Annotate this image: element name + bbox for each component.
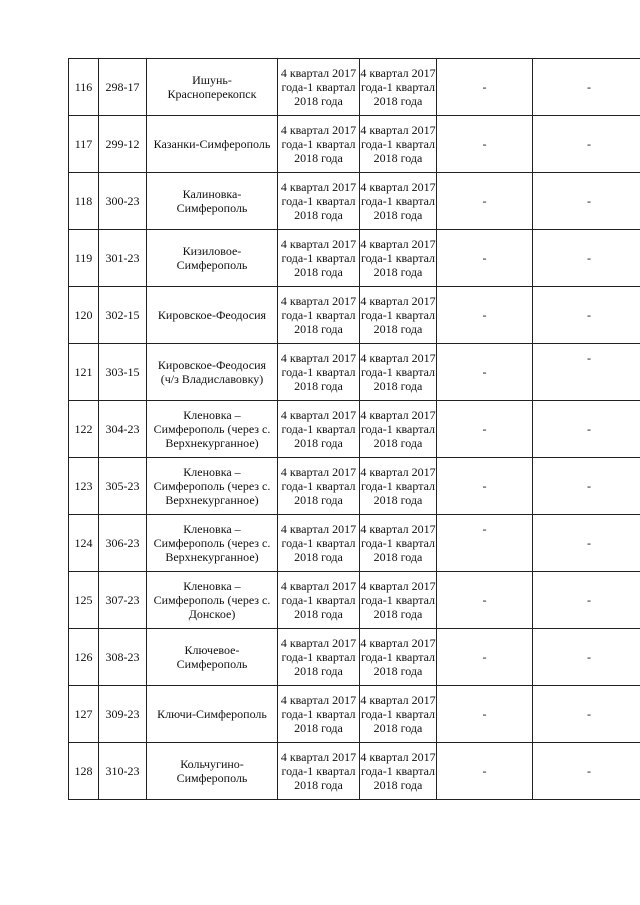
col6-text: -	[482, 194, 487, 208]
cell-col7	[533, 629, 640, 686]
cell-period2	[360, 458, 437, 515]
num-text: 117	[74, 137, 93, 151]
period2-text: 4 квартал 2017 года-1 квартал 2018 года	[360, 408, 436, 450]
col7-text: -	[587, 422, 591, 436]
cell-period1	[278, 572, 360, 629]
cell-period2	[360, 116, 437, 173]
routes-table	[68, 58, 640, 800]
cell-route	[147, 572, 278, 629]
col6-text: -	[482, 522, 487, 536]
col7-text: -	[587, 251, 591, 265]
num-text: 126	[74, 650, 93, 664]
col6-text: -	[482, 365, 487, 379]
cell-code	[99, 686, 147, 743]
cell-period2	[360, 287, 437, 344]
period2-text: 4 квартал 2017 года-1 квартал 2018 года	[360, 123, 436, 165]
cell-col7	[533, 173, 640, 230]
period1-text: 4 квартал 2017 года-1 квартал 2018 года	[280, 750, 357, 792]
col6-text: -	[482, 650, 487, 664]
cell-num	[69, 59, 99, 116]
cell-period2	[360, 230, 437, 287]
cell-col6	[437, 743, 533, 800]
cell-num	[69, 686, 99, 743]
cell-col6	[437, 401, 533, 458]
cell-route	[147, 401, 278, 458]
cell-route	[147, 458, 278, 515]
route-text: Кировское-Феодосия	[157, 308, 267, 322]
code-text: 301-23	[105, 251, 140, 265]
cell-period2	[360, 401, 437, 458]
cell-route	[147, 287, 278, 344]
cell-period1	[278, 743, 360, 800]
cell-code	[99, 572, 147, 629]
route-text: Кировское-Феодосия (ч/з Владиславовку)	[157, 358, 267, 386]
route-text: Кленовка – Симферополь (через с. Донское)	[153, 579, 271, 621]
period1-text: 4 квартал 2017 года-1 квартал 2018 года	[280, 351, 357, 393]
cell-num	[69, 116, 99, 173]
route-text: Кленовка – Симферополь (через с. Верхнекурганное)	[153, 465, 271, 507]
code-text: 299-12	[105, 137, 140, 151]
cell-code	[99, 629, 147, 686]
code-text: 304-23	[105, 422, 140, 436]
cell-code	[99, 287, 147, 344]
cell-col6	[437, 458, 533, 515]
cell-route	[147, 344, 278, 401]
period1-text: 4 квартал 2017 года-1 квартал 2018 года	[280, 579, 357, 621]
col6-text: -	[482, 479, 487, 493]
code-text: 298-17	[105, 80, 140, 94]
route-text: Кленовка – Симферополь (через с. Верхнекурганное)	[153, 408, 271, 450]
cell-col6	[437, 515, 533, 572]
num-text: 121	[74, 365, 93, 379]
table-row	[69, 743, 640, 800]
table-row	[69, 287, 640, 344]
cell-period1	[278, 230, 360, 287]
cell-code	[99, 230, 147, 287]
table-row	[69, 344, 640, 401]
num-text: 118	[74, 194, 93, 208]
table-row	[69, 515, 640, 572]
col7-text: -	[587, 194, 591, 208]
num-text: 120	[74, 308, 93, 322]
period2-text: 4 квартал 2017 года-1 квартал 2018 года	[360, 180, 436, 222]
cell-col7	[533, 743, 640, 800]
cell-route	[147, 515, 278, 572]
period1-text: 4 квартал 2017 года-1 квартал 2018 года	[280, 237, 357, 279]
cell-col6	[437, 629, 533, 686]
num-text: 127	[74, 707, 93, 721]
cell-num	[69, 629, 99, 686]
period2-text: 4 квартал 2017 года-1 квартал 2018 года	[360, 351, 436, 393]
route-text: Калиновка-Симферополь	[176, 187, 248, 215]
cell-period1	[278, 116, 360, 173]
cell-code	[99, 59, 147, 116]
cell-period2	[360, 515, 437, 572]
cell-code	[99, 458, 147, 515]
num-text: 119	[74, 251, 93, 265]
table-row	[69, 230, 640, 287]
cell-num	[69, 515, 99, 572]
period2-text: 4 квартал 2017 года-1 квартал 2018 года	[360, 522, 436, 564]
cell-col7	[533, 116, 640, 173]
cell-period1	[278, 401, 360, 458]
col7-text: -	[587, 536, 591, 550]
col7-text: -	[587, 351, 591, 365]
period1-text: 4 квартал 2017 года-1 квартал 2018 года	[280, 123, 357, 165]
cell-col6	[437, 230, 533, 287]
period1-text: 4 квартал 2017 года-1 квартал 2018 года	[280, 408, 357, 450]
col6-text: -	[482, 80, 487, 94]
period2-text: 4 квартал 2017 года-1 квартал 2018 года	[360, 750, 436, 792]
period1-text: 4 квартал 2017 года-1 квартал 2018 года	[280, 180, 357, 222]
period2-text: 4 квартал 2017 года-1 квартал 2018 года	[360, 579, 436, 621]
col6-text: -	[482, 593, 487, 607]
table-row	[69, 173, 640, 230]
table-row	[69, 59, 640, 116]
col7-text: -	[587, 707, 591, 721]
col6-text: -	[482, 422, 487, 436]
cell-num	[69, 743, 99, 800]
period1-text: 4 квартал 2017 года-1 квартал 2018 года	[280, 66, 357, 108]
cell-col6	[437, 686, 533, 743]
col7-text: -	[587, 764, 591, 778]
cell-period1	[278, 629, 360, 686]
cell-period2	[360, 686, 437, 743]
cell-num	[69, 230, 99, 287]
cell-period1	[278, 686, 360, 743]
route-text: Кольчугино-Симферополь	[176, 757, 248, 785]
period2-text: 4 квартал 2017 года-1 квартал 2018 года	[360, 66, 436, 108]
cell-period1	[278, 515, 360, 572]
cell-col6	[437, 572, 533, 629]
col6-text: -	[482, 251, 487, 265]
cell-period2	[360, 59, 437, 116]
route-text: Ключи-Симферополь	[157, 707, 267, 721]
period1-text: 4 квартал 2017 года-1 квартал 2018 года	[280, 636, 357, 678]
route-text: Казанки-Симферополь	[153, 137, 271, 151]
cell-col7	[533, 458, 640, 515]
num-text: 122	[74, 422, 93, 436]
num-text: 125	[74, 593, 93, 607]
cell-route	[147, 116, 278, 173]
cell-col6	[437, 116, 533, 173]
table-row	[69, 686, 640, 743]
cell-code	[99, 116, 147, 173]
period2-text: 4 квартал 2017 года-1 квартал 2018 года	[360, 636, 436, 678]
code-text: 310-23	[105, 764, 140, 778]
cell-route	[147, 629, 278, 686]
cell-period1	[278, 287, 360, 344]
route-text: Кленовка – Симферополь (через с. Верхнекурганное)	[153, 522, 271, 564]
cell-col7	[533, 686, 640, 743]
cell-col6	[437, 287, 533, 344]
cell-period1	[278, 173, 360, 230]
table-row	[69, 629, 640, 686]
route-text: Ключевое-Симферополь	[176, 643, 248, 671]
col7-text: -	[587, 80, 591, 94]
col7-text: -	[587, 137, 591, 151]
cell-num	[69, 458, 99, 515]
cell-period2	[360, 572, 437, 629]
cell-num	[69, 401, 99, 458]
cell-route	[147, 230, 278, 287]
col7-text: -	[587, 593, 591, 607]
code-text: 300-23	[105, 194, 140, 208]
num-text: 123	[74, 479, 93, 493]
cell-num	[69, 344, 99, 401]
cell-col6	[437, 344, 533, 401]
cell-period1	[278, 344, 360, 401]
col7-text: -	[587, 308, 591, 322]
period1-text: 4 квартал 2017 года-1 квартал 2018 года	[280, 522, 357, 564]
code-text: 305-23	[105, 479, 140, 493]
period1-text: 4 квартал 2017 года-1 квартал 2018 года	[280, 465, 357, 507]
period1-text: 4 квартал 2017 года-1 квартал 2018 года	[280, 693, 357, 735]
route-text: Кизиловое-Симферополь	[176, 244, 248, 272]
period1-text: 4 квартал 2017 года-1 квартал 2018 года	[280, 294, 357, 336]
cell-route	[147, 59, 278, 116]
cell-period1	[278, 59, 360, 116]
cell-col7	[533, 572, 640, 629]
period2-text: 4 квартал 2017 года-1 квартал 2018 года	[360, 465, 436, 507]
table-row	[69, 401, 640, 458]
cell-period2	[360, 344, 437, 401]
col6-text: -	[482, 137, 487, 151]
cell-col7	[533, 230, 640, 287]
cell-col6	[437, 59, 533, 116]
num-text: 124	[74, 536, 93, 550]
num-text: 116	[74, 80, 93, 94]
code-text: 306-23	[105, 536, 140, 550]
cell-code	[99, 173, 147, 230]
col7-text: -	[587, 479, 591, 493]
period2-text: 4 квартал 2017 года-1 квартал 2018 года	[360, 693, 436, 735]
code-text: 308-23	[105, 650, 140, 664]
cell-col6	[437, 173, 533, 230]
period2-text: 4 квартал 2017 года-1 квартал 2018 года	[360, 294, 436, 336]
table-row	[69, 458, 640, 515]
cell-col7	[533, 401, 640, 458]
cell-col7	[533, 344, 640, 401]
cell-period2	[360, 629, 437, 686]
cell-route	[147, 743, 278, 800]
cell-route	[147, 173, 278, 230]
num-text: 128	[74, 764, 93, 778]
cell-col7	[533, 515, 640, 572]
routes-table-body	[69, 59, 640, 800]
table-row	[69, 116, 640, 173]
col7-text: -	[587, 650, 591, 664]
code-text: 302-15	[105, 308, 140, 322]
cell-period2	[360, 743, 437, 800]
col6-text: -	[482, 308, 487, 322]
cell-code	[99, 344, 147, 401]
code-text: 303-15	[105, 365, 140, 379]
cell-code	[99, 743, 147, 800]
period2-text: 4 квартал 2017 года-1 квартал 2018 года	[360, 237, 436, 279]
code-text: 307-23	[105, 593, 140, 607]
cell-period2	[360, 173, 437, 230]
cell-code	[99, 401, 147, 458]
cell-route	[147, 686, 278, 743]
cell-period1	[278, 458, 360, 515]
cell-code	[99, 515, 147, 572]
cell-num	[69, 572, 99, 629]
cell-col7	[533, 59, 640, 116]
code-text: 309-23	[105, 707, 140, 721]
cell-num	[69, 173, 99, 230]
route-text: Ишунь-Красноперекопск	[167, 73, 257, 101]
cell-col7	[533, 287, 640, 344]
table-row	[69, 572, 640, 629]
col6-text: -	[482, 707, 487, 721]
col6-text: -	[482, 764, 487, 778]
cell-num	[69, 287, 99, 344]
